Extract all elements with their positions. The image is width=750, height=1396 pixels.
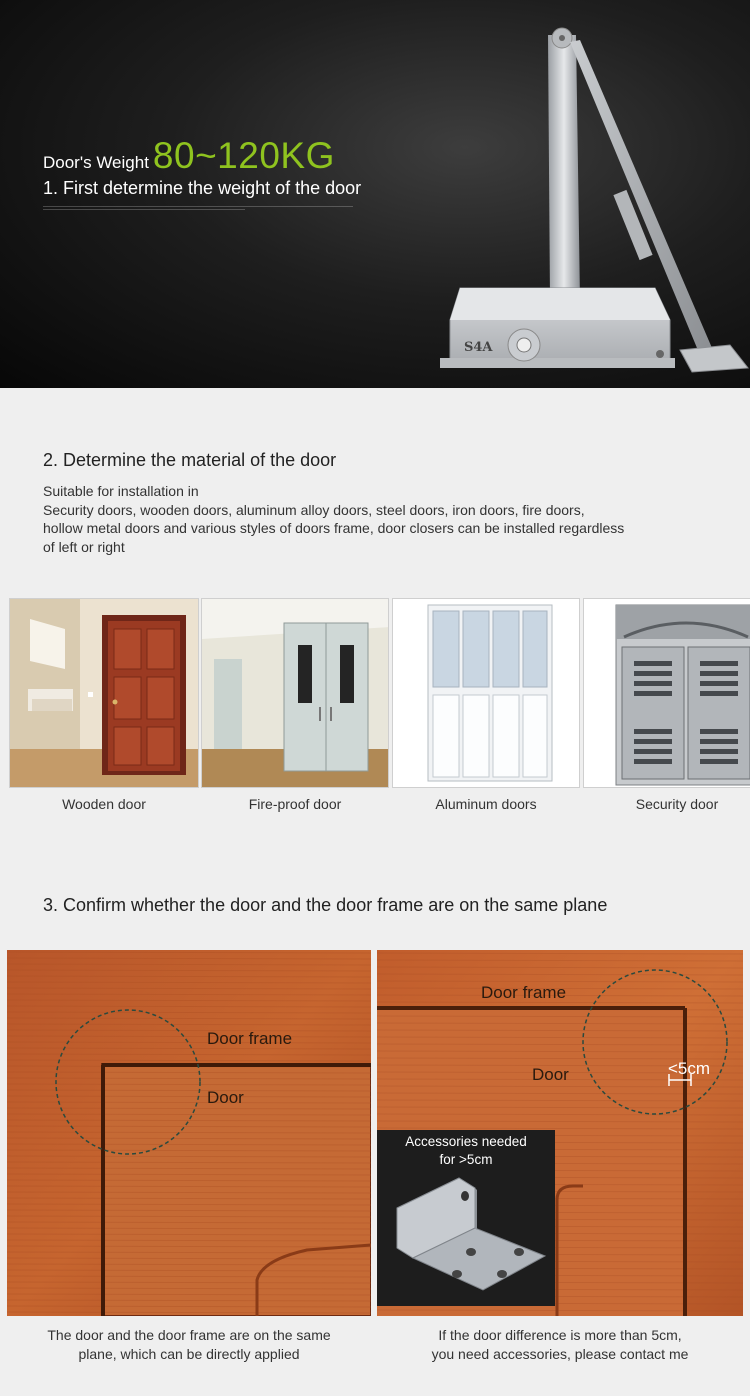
- offset-plane-caption-line-1: If the door difference is more than 5cm,: [438, 1327, 682, 1343]
- step-1-title: 1. First determine the weight of the door: [43, 178, 362, 198]
- door-weight: [43, 135, 335, 177]
- caption-fire-proof-door: Fire-proof door: [248, 796, 342, 812]
- step-3-title: 3. Confirm whether the door and the door frame are on the same plane: [43, 895, 608, 915]
- material-line-1: Suitable for installation in: [43, 483, 199, 499]
- left-door-frame-label: Door frame: [207, 1029, 293, 1048]
- accessory-line-2: for >5cm: [439, 1152, 493, 1167]
- hero-banner: [0, 0, 750, 388]
- fire-proof-door-image: [201, 598, 389, 788]
- accessory-inset: [377, 1130, 555, 1306]
- l-bracket-icon: [377, 1170, 555, 1306]
- offset-plane-caption: [377, 1326, 743, 1363]
- material-line-4: of left or right: [43, 538, 125, 555]
- accessory-title: [377, 1133, 555, 1169]
- left-door-label: Door: [207, 1088, 244, 1107]
- model-badge: S4A: [464, 340, 493, 355]
- door-types-gallery: [0, 598, 750, 788]
- wooden-door-image: [9, 598, 199, 788]
- same-plane-caption: [7, 1326, 371, 1363]
- offset-plane-caption-line-2: you need accessories, please contact me: [431, 1345, 689, 1362]
- door-weight-label: Door's Weight: [43, 153, 149, 172]
- accessory-line-1: Accessories needed: [405, 1134, 527, 1149]
- right-door-label: Door: [532, 1065, 569, 1084]
- caption-aluminum-doors: Aluminum doors: [435, 796, 537, 812]
- material-line-2: Security doors, wooden doors, aluminum alloy doors, steel doors, iron doors, fire doors,: [43, 501, 585, 518]
- caption-security-door: Security door: [635, 796, 719, 812]
- aluminum-doors-image: [392, 598, 580, 788]
- same-plane-caption-line-2: plane, which can be directly applied: [78, 1345, 300, 1362]
- gap-less-5cm-label: <5cm: [668, 1059, 711, 1078]
- caption-wooden-door: Wooden door: [62, 796, 146, 812]
- material-description: [43, 482, 723, 556]
- hero-decor-lines: [43, 206, 353, 212]
- door-closer-image: [430, 20, 750, 388]
- same-plane-caption-line-1: The door and the door frame are on the same: [47, 1327, 331, 1343]
- security-door-image: [583, 598, 750, 788]
- step-2-title: 2. Determine the material of the door: [43, 450, 337, 470]
- material-line-3: hollow metal doors and various styles of doors frame, door closers can be installed regardless: [43, 520, 625, 536]
- door-weight-value: 80~120KG: [152, 135, 335, 176]
- same-plane-door-image: [7, 950, 371, 1316]
- right-door-frame-label: Door frame: [481, 983, 567, 1002]
